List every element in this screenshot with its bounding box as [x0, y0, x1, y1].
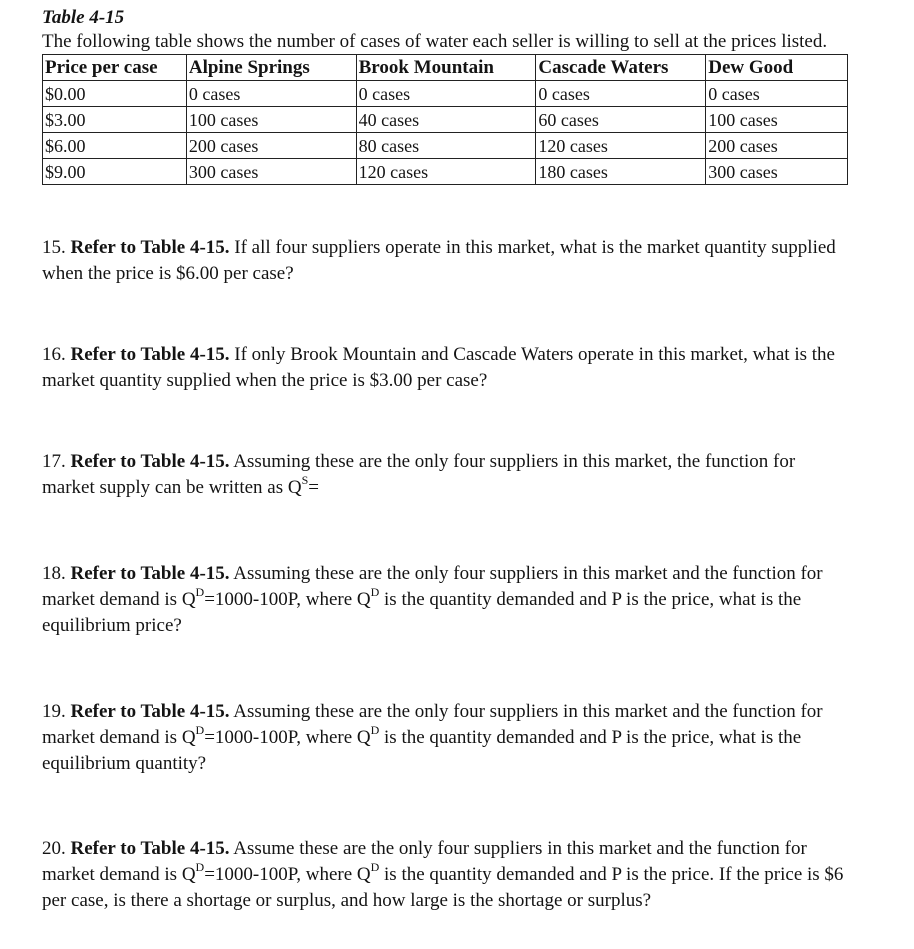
question-number: 16.	[42, 344, 66, 365]
table-cell: 100 cases	[186, 107, 356, 133]
question-number: 15.	[42, 237, 66, 258]
table-cell: 120 cases	[356, 159, 536, 185]
column-header-brook-mountain: Brook Mountain	[356, 55, 536, 81]
table-cell: 40 cases	[356, 107, 536, 133]
question-text: =1000-100P, where Q	[204, 864, 371, 885]
question-16	[42, 342, 848, 394]
table-cell: $0.00	[43, 81, 187, 107]
question-20	[42, 836, 848, 914]
table-cell: 0 cases	[356, 81, 536, 107]
question-text: is the quantity demanded and P is the price, what is the equilibrium price?	[42, 589, 802, 636]
question-15	[42, 235, 848, 287]
question-number: 20.	[42, 838, 66, 859]
table-cell: $6.00	[43, 133, 187, 159]
table-cell: 300 cases	[706, 159, 848, 185]
table-cell: 0 cases	[186, 81, 356, 107]
table-title: Table 4-15	[42, 7, 125, 28]
table-header-row	[43, 55, 848, 81]
question-text: If only Brook Mountain and Cascade Waters operate in this market, what is the market quantity supplied when the price is $3.00 per case?	[42, 344, 835, 391]
column-header-alpine-springs: Alpine Springs	[186, 55, 356, 81]
column-header-dew-good: Dew Good	[706, 55, 848, 81]
question-text: =1000-100P, where Q	[204, 727, 371, 748]
table-cell: 60 cases	[536, 107, 706, 133]
question-reference: Refer to Table 4-15.	[70, 237, 230, 258]
table-row	[43, 107, 848, 133]
question-text: Assume these are the only four suppliers in this market and the function for market demand is Q	[42, 838, 807, 885]
question-reference: Refer to Table 4-15.	[70, 701, 230, 722]
table-row	[43, 159, 848, 185]
supply-table	[42, 54, 848, 185]
column-header-price: Price per case	[43, 55, 187, 81]
table-cell: 200 cases	[706, 133, 848, 159]
question-reference: Refer to Table 4-15.	[70, 344, 230, 365]
table-intro: The following table shows the number of cases of water each seller is willing to sell at the prices listed.	[42, 31, 828, 52]
question-18	[42, 561, 848, 639]
document-page	[42, 6, 852, 911]
question-17	[42, 449, 848, 501]
question-reference: Refer to Table 4-15.	[70, 451, 230, 472]
superscript-d: D	[370, 585, 380, 599]
question-text: is the quantity demanded and P is the price, what is the equilibrium quantity?	[42, 727, 802, 774]
table-cell: 300 cases	[186, 159, 356, 185]
table-cell: 0 cases	[536, 81, 706, 107]
question-text: Assuming these are the only four suppliers in this market and the function for market demand is Q	[42, 563, 823, 610]
question-text: If all four suppliers operate in this market, what is the market quantity supplied when the price is $6.00 per case?	[42, 237, 836, 284]
question-text: Assuming these are the only four suppliers in this market and the function for market demand is Q	[42, 701, 823, 748]
table-cell: 80 cases	[356, 133, 536, 159]
question-reference: Refer to Table 4-15.	[70, 838, 230, 859]
question-reference: Refer to Table 4-15.	[70, 563, 230, 584]
superscript-d: D	[370, 860, 380, 874]
table-row	[43, 81, 848, 107]
table-cell: 100 cases	[706, 107, 848, 133]
question-text: =1000-100P, where Q	[204, 589, 371, 610]
question-text: is the quantity demanded and P is the price. If the price is $6 per case, is there a shortage or surplus, and how large is the shortage or surplus?	[42, 864, 844, 911]
table-cell: 0 cases	[706, 81, 848, 107]
table-row	[43, 133, 848, 159]
superscript-d: D	[370, 723, 380, 737]
column-header-cascade-waters: Cascade Waters	[536, 55, 706, 81]
table-cell: 120 cases	[536, 133, 706, 159]
question-number: 18.	[42, 563, 66, 584]
table-cell: 180 cases	[536, 159, 706, 185]
question-number: 17.	[42, 451, 66, 472]
question-19	[42, 699, 848, 777]
table-cell: 200 cases	[186, 133, 356, 159]
table-cell: $3.00	[43, 107, 187, 133]
superscript-s: S	[301, 473, 309, 487]
superscript-d: D	[195, 860, 205, 874]
question-text: Assuming these are the only four suppliers in this market, the function for market supply can be written as Q	[42, 451, 796, 498]
superscript-d: D	[195, 585, 205, 599]
superscript-d: D	[195, 723, 205, 737]
table-cell: $9.00	[43, 159, 187, 185]
question-number: 19.	[42, 701, 66, 722]
question-text-tail: =	[308, 477, 319, 498]
